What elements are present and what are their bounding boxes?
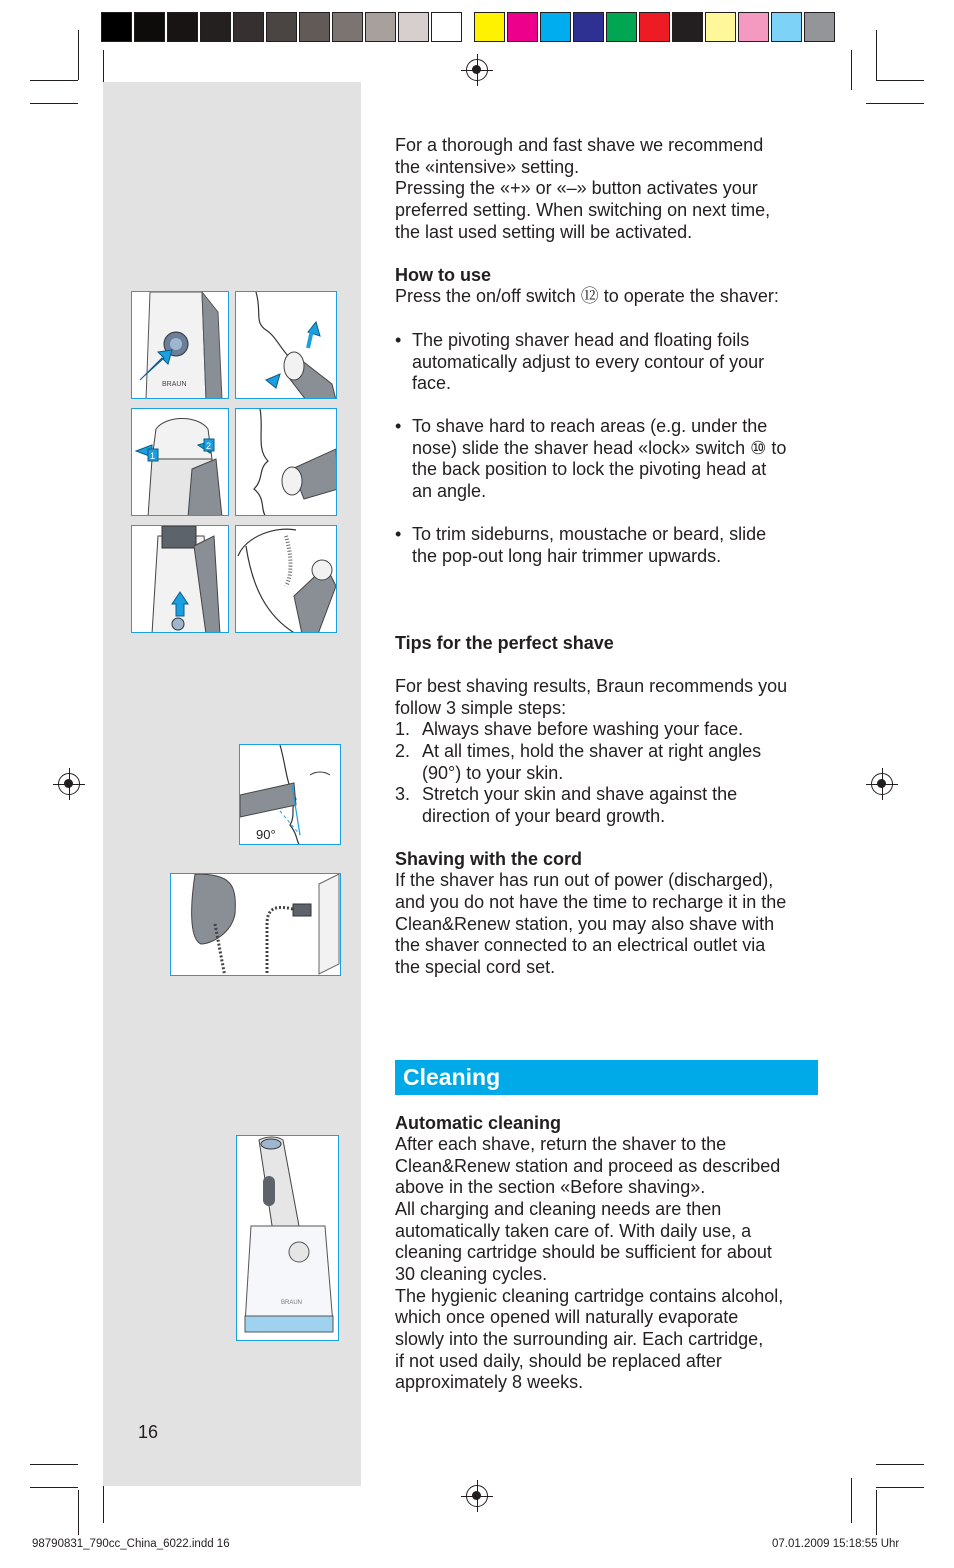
section-title: Cleaning (403, 1064, 501, 1090)
bullet-line: To trim sideburns, moustache or beard, slide (412, 524, 767, 544)
lock-step-1-label: 1 (150, 451, 156, 461)
figure-clean-renew-station (236, 1135, 339, 1341)
bullet-icon: • (395, 330, 402, 350)
bullet-line: the pop-out long hair trimmer upwards. (412, 545, 722, 566)
cleaning-line: slowly into the surrounding air. Each cartridge, (395, 1329, 764, 1349)
step-line: direction of your beard growth. (422, 805, 666, 826)
how-to-use-heading: How to use (395, 265, 492, 285)
crop-mark (30, 103, 78, 104)
footer-timestamp: 07.01.2009 15:18:55 Uhr (772, 1538, 900, 1550)
cord-line: the shaver connected to an electrical outlet via (395, 935, 766, 955)
cleaning-line: if not used daily, should be replaced after (395, 1351, 722, 1371)
crop-mark (78, 30, 79, 80)
bullet-item (395, 416, 825, 502)
cord-heading: Shaving with the cord (395, 849, 583, 869)
crop-mark (876, 1464, 924, 1465)
crop-mark (866, 103, 924, 104)
step-number: 1. (395, 719, 411, 739)
tips-step (395, 741, 825, 784)
crop-mark (876, 1490, 877, 1535)
brand-label: BRAUN (162, 381, 187, 388)
bullet-line: automatically adjust to every contour of your (412, 351, 765, 372)
page-number: 16 (138, 1422, 159, 1442)
color-swatch (507, 12, 538, 42)
color-swatch (299, 12, 330, 42)
figure-pivoting-head (235, 291, 337, 399)
color-swatch (804, 12, 835, 42)
tips-heading: Tips for the perfect shave (395, 633, 614, 653)
color-swatch (101, 12, 132, 42)
step-line: (90°) to your skin. (422, 762, 564, 783)
bullet-icon: • (395, 416, 402, 436)
cord-line: If the shaver has run out of power (discharged), (395, 870, 774, 890)
tips-intro-line: For best shaving results, Braun recommends you (395, 676, 788, 696)
step-line: At all times, hold the shaver at right angles (422, 741, 762, 761)
color-swatch (134, 12, 165, 42)
intro-line: For a thorough and fast shave we recommend (395, 135, 764, 155)
color-calibration-bar (101, 12, 837, 44)
angle-label: 90° (256, 827, 276, 842)
bullet-line: the back position to lock the pivoting head at (412, 459, 767, 480)
crop-mark (30, 80, 78, 81)
automatic-cleaning-heading: Automatic cleaning (395, 1113, 562, 1133)
crop-mark (78, 1490, 79, 1535)
step-number: 2. (395, 741, 411, 761)
cleaning-line: All charging and cleaning needs are then (395, 1199, 722, 1219)
color-swatch (672, 12, 703, 42)
crop-mark (876, 1487, 924, 1488)
color-swatch (431, 12, 462, 42)
color-swatch (332, 12, 363, 42)
bullet-icon: • (395, 524, 402, 544)
right-angle-illustration (240, 745, 341, 845)
tips-step (395, 719, 825, 741)
registration-mark (466, 59, 488, 81)
figure-lock-switch (131, 408, 229, 516)
color-swatch (606, 12, 637, 42)
figure-trimmer (131, 525, 229, 633)
cord-line: Clean&Renew station, you may also shave with (395, 914, 775, 934)
color-swatch (233, 12, 264, 42)
bullet-line: face. (412, 373, 452, 394)
tips-step (395, 784, 825, 827)
figure-switch-on (131, 291, 229, 399)
section-header-cleaning (395, 1060, 818, 1095)
lock-switch-illustration (132, 409, 229, 516)
lock-step-2-label: 2 (206, 441, 212, 451)
bullet-line: To shave hard to reach areas (e.g. under the (412, 416, 768, 436)
cleaning-line: The hygienic cleaning cartridge contains alcohol, (395, 1286, 784, 1306)
pivoting-head-illustration (236, 292, 337, 399)
figure-sideburns (235, 525, 337, 633)
cord-illustration (171, 874, 341, 976)
cord-line: the special cord set. (395, 957, 556, 977)
trimmer-illustration (132, 526, 229, 633)
intro-line: Pressing the «+» or «–» button activates your (395, 178, 758, 198)
color-swatch (398, 12, 429, 42)
crop-mark (30, 1487, 78, 1488)
shaver-front-illustration (132, 292, 229, 399)
color-swatch (474, 12, 505, 42)
crop-mark (851, 1478, 852, 1523)
how-to-use-text: Press the on/off switch ⑫ to operate the shaver: (395, 286, 779, 306)
color-swatch (540, 12, 571, 42)
figure-right-angle (239, 744, 341, 845)
step-number: 3. (395, 784, 411, 804)
cleaning-line: which once opened will naturally evaporate (395, 1307, 739, 1327)
registration-mark (466, 1485, 488, 1507)
cleaning-line: approximately 8 weeks. (395, 1372, 584, 1392)
tips-intro-line: follow 3 simple steps: (395, 698, 567, 718)
station-brand-label: BRAUN (281, 1300, 303, 1306)
bullet-line: an angle. (412, 480, 487, 501)
registration-mark (871, 773, 893, 795)
cleaning-line: 30 cleaning cycles. (395, 1264, 548, 1284)
intro-line: the last used setting will be activated. (395, 222, 693, 242)
cord-line: and you do not have the time to recharge it in the (395, 892, 787, 912)
color-swatch (738, 12, 769, 42)
cleaning-line: cleaning cartridge should be sufficient for about (395, 1242, 772, 1262)
color-swatch (200, 12, 231, 42)
figure-cord (170, 873, 341, 976)
color-swatch (167, 12, 198, 42)
crop-mark (876, 80, 924, 81)
color-swatch (771, 12, 802, 42)
crop-mark (876, 30, 877, 80)
bullet-line: nose) slide the shaver head «lock» switch ⑩ to (412, 437, 787, 458)
intro-line: the «intensive» setting. (395, 157, 580, 177)
color-swatch (266, 12, 297, 42)
sideburns-illustration (236, 526, 337, 633)
crop-mark (851, 50, 852, 90)
cleaning-line: above in the section «Before shaving». (395, 1177, 706, 1197)
color-swatch (573, 12, 604, 42)
step-line: Always shave before washing your face. (422, 719, 744, 739)
registration-mark (58, 773, 80, 795)
footer-file-info: 98790831_790cc_China_6022.indd 16 (32, 1538, 230, 1550)
cleaning-line: After each shave, return the shaver to the (395, 1134, 727, 1154)
bullet-item (395, 330, 825, 395)
cleaning-line: automatically taken care of. With daily use, a (395, 1221, 752, 1241)
bullet-item (395, 524, 825, 567)
bullet-line: The pivoting shaver head and floating foils (412, 330, 750, 350)
cleaning-line: Clean&Renew station and proceed as described (395, 1156, 781, 1176)
under-nose-illustration (236, 409, 337, 516)
crop-mark (30, 1464, 78, 1465)
step-line: Stretch your skin and shave against the (422, 784, 738, 804)
clean-station-illustration (237, 1136, 339, 1341)
figure-under-nose (235, 408, 337, 516)
color-swatch (639, 12, 670, 42)
color-swatch (705, 12, 736, 42)
color-swatch (365, 12, 396, 42)
intro-line: preferred setting. When switching on next time, (395, 200, 771, 220)
